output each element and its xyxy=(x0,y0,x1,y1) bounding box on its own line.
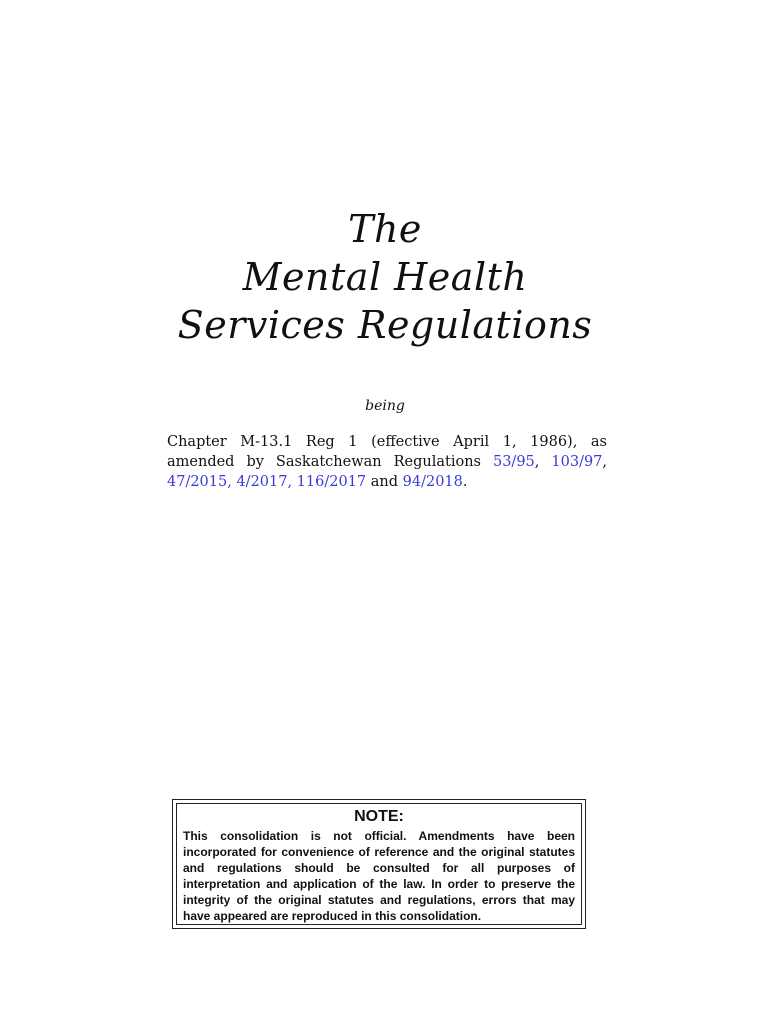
note-box-inner xyxy=(176,803,582,925)
chapter-separator-3: and xyxy=(366,474,403,490)
being-label: being xyxy=(365,398,405,414)
regulation-link-103-97[interactable]: 103/97 xyxy=(551,454,603,470)
title-line-1: The xyxy=(348,207,422,251)
regulation-link-94-2018[interactable]: 94/2018 xyxy=(402,474,463,490)
regulation-link-2015-2017[interactable]: 47/2015, 4/2017, 116/2017 xyxy=(167,474,367,490)
chapter-prefix: Chapter M-13.1 Reg 1 (effective April 1, 1986), as amended by Saskatchewan Regulations xyxy=(167,434,607,470)
note-body: This consolidation is not official. Amendments have been incorporated for convenience of reference and the original statutes and regulations should be consulted for all purposes of interpretation and application of the law. In order to preserve the integrity of the original statutes and regulations, errors that may have appeared are reproduced in this consolidation. xyxy=(183,829,575,923)
chapter-citation xyxy=(167,432,607,492)
chapter-suffix: . xyxy=(462,474,468,490)
regulation-link-53-95[interactable]: 53/95 xyxy=(492,454,535,470)
title-line-3: Services Regulations xyxy=(177,303,593,347)
document-title xyxy=(0,205,770,349)
chapter-separator-1: , xyxy=(534,454,552,470)
note-box xyxy=(172,799,586,929)
title-line-2: Mental Health xyxy=(242,255,528,299)
note-heading: NOTE: xyxy=(354,808,404,825)
chapter-separator-2: , xyxy=(602,454,608,470)
